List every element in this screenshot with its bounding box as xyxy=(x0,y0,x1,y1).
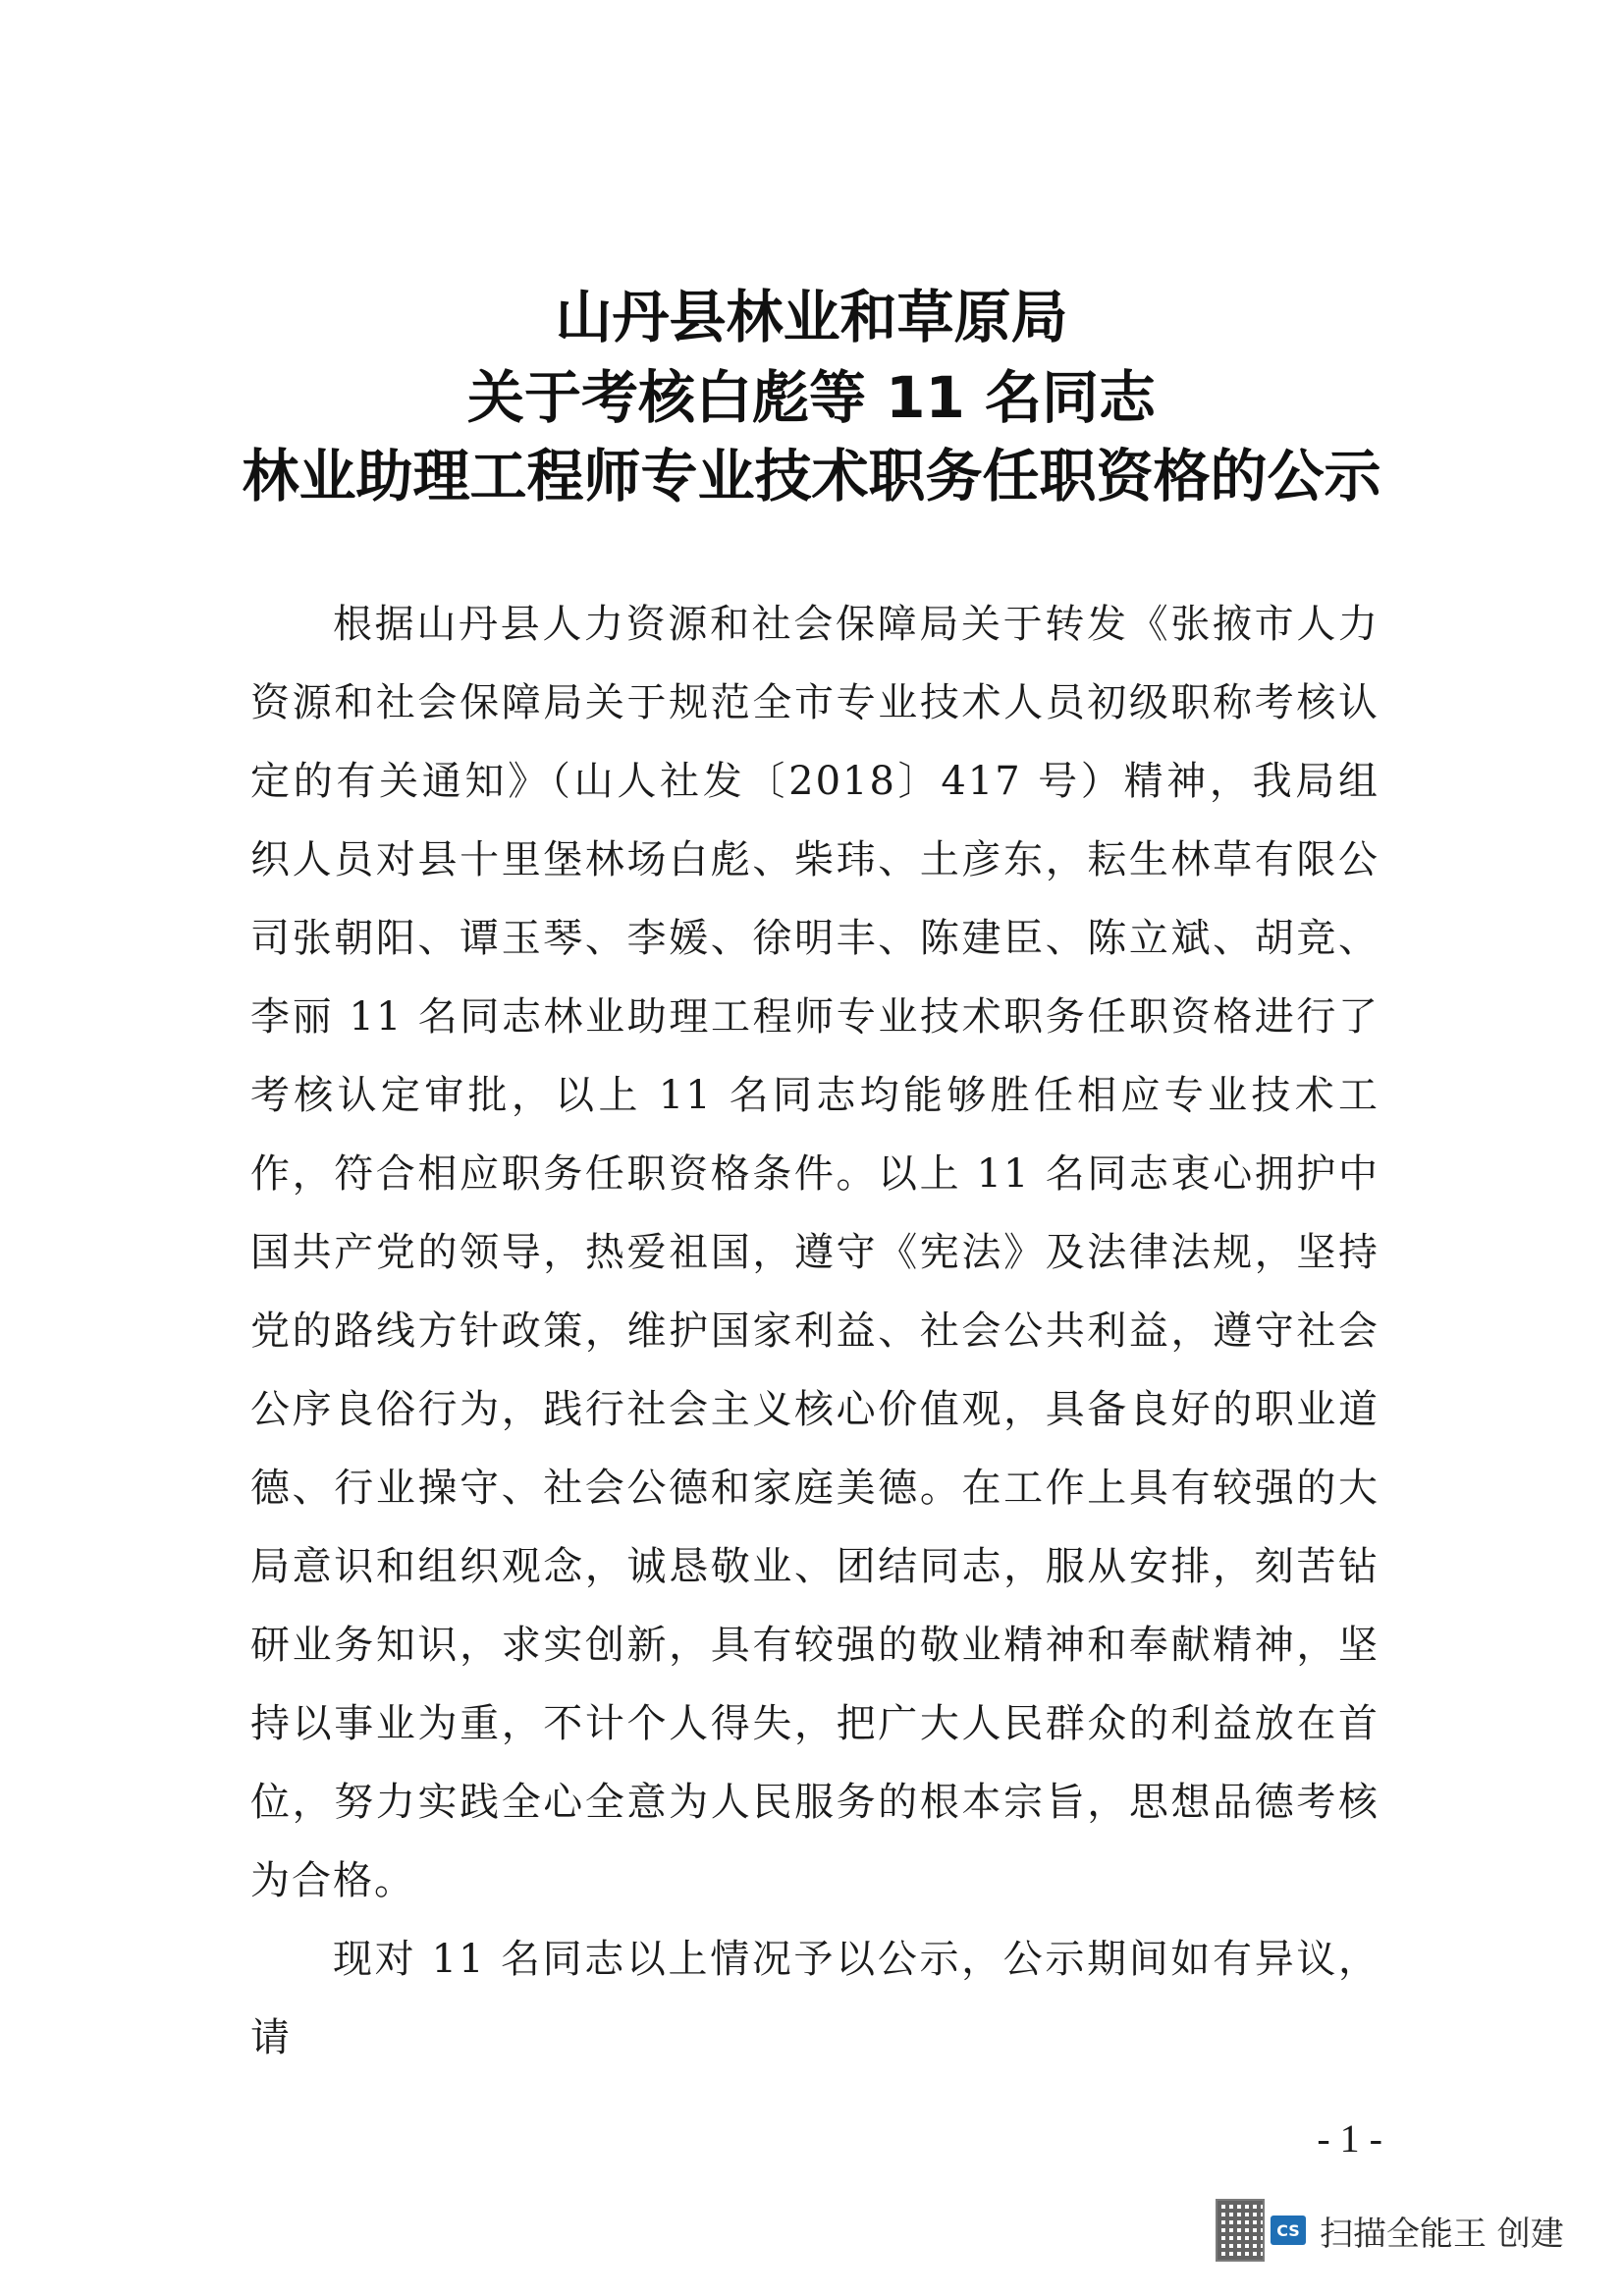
camscanner-logo-icon: CS xyxy=(1271,2216,1306,2245)
qr-code-icon xyxy=(1216,2199,1265,2262)
title-line-3: 林业助理工程师专业技术职务任职资格的公示 xyxy=(242,443,1381,509)
page-number: - 1 - xyxy=(1317,2116,1382,2161)
body-text xyxy=(250,585,1380,2077)
title-line-1: 山丹县林业和草原局 xyxy=(555,284,1068,350)
paragraph-1: 根据山丹县人力资源和社会保障局关于转发《张掖市人力资源和社会保障局关于规范全市专业技术人员初级职称考核认定的有关通知》（山人社发〔2018〕417 号）精神，我局组织人员对县十里堡林场白彪、柴玮、土彦东，耘生林草有限公司张朝阳、谭玉琴、李媛、徐明丰、陈建臣、陈立斌、胡竞、李丽 11 名同志林业助理工程师专业技术职务任职资格进行了考核认定审批，以上 11 名同志均能够胜任相应专业技术工作，符合相应职务任职资格条件。以上 11 名同志衷心拥护中国共产党的领导，热爱祖国，遵守《宪法》及法律法规，坚持党的路线方针政策，维护国家利益、社会公共利益，遵守社会公序良俗行为，践行社会主义核心价值观，具备良好的职业道德、行业操守、社会公德和家庭美德。在工作上具有较强的大局意识和组织观念，诚恳敬业、团结同志，服从安排，刻苦钻研业务知识，求实创新，具有较强的敬业精神和奉献精神，坚持以事业为重，不计个人得失，把广大人民群众的利益放在首位，努力实践全心全意为人民服务的根本宗旨，思想品德考核为合格。 xyxy=(250,602,1380,1903)
watermark-text: 扫描全能王 创建 xyxy=(1320,2214,1564,2254)
scanner-watermark xyxy=(1216,2191,1589,2269)
paragraph-2: 现对 11 名同志以上情况予以公示，公示期间如有异议，请 xyxy=(250,1937,1380,2060)
title-line-2: 关于考核白彪等 11 名同志 xyxy=(466,364,1157,431)
